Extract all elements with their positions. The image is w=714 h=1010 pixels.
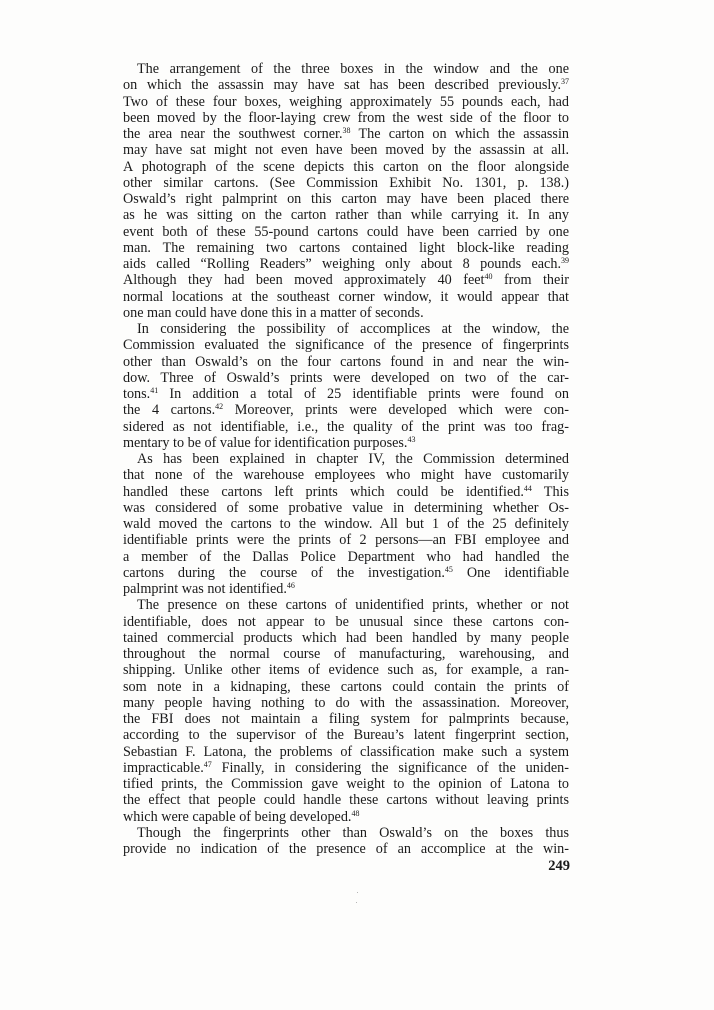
text-line (123, 321, 569, 337)
text-line (123, 272, 569, 288)
text-line (123, 532, 569, 548)
text-line (123, 581, 569, 597)
line-text: may have sat might not even have been moved by the assassin at all. (123, 142, 569, 159)
line-text-continued: This (531, 483, 569, 500)
text-line (123, 224, 569, 240)
line-text: Commission evaluated the significance of the presence of fingerprints (123, 337, 569, 354)
line-text: Although they had been moved approximately 40 feet (123, 272, 485, 289)
line-text: which were capable of being developed. (123, 808, 352, 825)
text-line (123, 646, 569, 662)
footnote-marker: 48 (351, 808, 360, 818)
text-line (123, 711, 569, 727)
line-text: Sebastian F. Latona, the problems of classification make such a system (123, 743, 569, 760)
line-text: tified prints, the Commission gave weight to the opinion of Latona to (123, 776, 569, 792)
line-text: according to the supervisor of the Bureau’s latent fingerprint section, (123, 727, 569, 744)
line-text: other similar cartons. (See Commission Exhibit No. 1301, p. 138.) (123, 174, 569, 191)
text-line (123, 825, 569, 841)
line-text: Two of these four boxes, weighing approximately 55 pounds each, had (123, 93, 569, 110)
text-line (123, 289, 569, 305)
text-line (123, 191, 569, 207)
text-line (123, 841, 569, 857)
line-text-continued: In addition a total of 25 identifiable prints were found on (158, 386, 569, 402)
line-text: tons. (123, 386, 151, 402)
text-line (123, 256, 569, 272)
line-text: As has been explained in chapter IV, the Commission determined (137, 451, 569, 467)
line-text: impracticable. (123, 759, 204, 776)
footnote-marker: 40 (484, 272, 493, 282)
text-line (123, 337, 569, 353)
footnote-marker: 43 (407, 434, 416, 444)
text-line (123, 662, 569, 678)
line-text: dow. Three of Oswald’s prints were developed on two of the car- (123, 369, 569, 386)
text-line (123, 695, 569, 711)
text-line (123, 305, 569, 321)
text-line (123, 500, 569, 516)
text-line (123, 240, 569, 256)
footnote-marker: 46 (286, 581, 295, 590)
line-text: other than Oswald’s on the four cartons found in and near the win- (123, 353, 569, 370)
text-line (123, 126, 569, 142)
text-line (123, 94, 569, 110)
line-text: shipping. Unlike other items of evidence such as, for example, a ran- (123, 662, 569, 679)
line-text: som note in a kidnaping, these cartons could contain the prints of (123, 678, 569, 695)
line-text-continued: from their (492, 272, 569, 289)
line-text: In considering the possibility of accomplices at the window, the (137, 321, 569, 337)
line-text: identifiable prints were the prints of 2 persons—an FBI employee and (123, 532, 569, 549)
line-text: throughout the normal course of manufacturing, warehousing, and (123, 646, 569, 662)
line-text: Oswald’s right palmprint on this carton may have been placed there (123, 191, 569, 207)
line-text: tained commercial products which had been handled by many people (123, 629, 569, 646)
text-line (123, 175, 569, 191)
text-line (123, 61, 569, 77)
text-line (123, 159, 569, 175)
text-line (123, 776, 569, 792)
footnote-marker: 45 (444, 564, 453, 574)
text-line (123, 370, 569, 386)
text-line (123, 630, 569, 646)
line-text: the 4 cartons. (123, 402, 216, 419)
line-text: a member of the Dallas Police Department who had handled the (123, 548, 569, 565)
line-text: on which the assassin may have sat has been described previously. (123, 77, 561, 94)
text-line (123, 142, 569, 158)
line-text: the effect that people could handle these cartons without leaving prints (123, 792, 569, 809)
text-line (123, 565, 569, 581)
line-text: provide no indication of the presence of an accomplice at the win- (123, 841, 569, 857)
footnote-marker: 37 (561, 77, 569, 87)
text-line (123, 419, 569, 435)
line-text: normal locations at the southeast corner window, it would appear that (123, 288, 569, 305)
line-text: aids called “Rolling Readers” weighing only about 8 pounds each. (123, 256, 561, 272)
line-text: palmprint was not identified. (123, 581, 287, 597)
line-text: event both of these 55-pound cartons could have been carried by one (123, 223, 569, 240)
text-line (123, 792, 569, 808)
line-text: the area near the southwest corner. (123, 126, 343, 142)
text-line (123, 207, 569, 223)
line-text: The presence on these cartons of unidentified prints, whether or not (137, 597, 569, 614)
line-text-continued: One identifiable (452, 564, 569, 581)
text-line (123, 679, 569, 695)
line-text: sidered as not identifiable, i.e., the quality of the print was too frag- (123, 418, 569, 435)
line-text: as he was sitting on the carton rather than while carrying it. In any (123, 207, 569, 224)
line-text: man. The remaining two cartons contained light block-like reading (123, 239, 569, 256)
footnote-marker: 38 (342, 126, 351, 135)
line-text: many people having nothing to do with the assassination. Moreover, (123, 694, 569, 711)
text-line (123, 402, 569, 418)
line-text: was considered of some probative value in determining whether Os- (123, 499, 569, 516)
line-text-continued: Finally, in considering the significance of the uniden- (211, 759, 569, 776)
text-line (123, 760, 569, 776)
text-line (123, 809, 569, 825)
line-text: one man could have done this in a matter of seconds. (123, 304, 424, 321)
footnote-marker: 39 (561, 256, 569, 265)
line-text: handled these cartons left prints which could be identified. (123, 483, 524, 500)
line-text: identifiable, does not appear to be unusual since these cartons con- (123, 613, 569, 630)
line-text: The arrangement of the three boxes in the window and the one (137, 61, 569, 77)
text-line (123, 110, 569, 126)
text-line (123, 77, 569, 93)
line-text: that none of the warehouse employees who might have customarily (123, 467, 569, 484)
scan-speck (356, 902, 357, 903)
text-line (123, 435, 569, 451)
line-text: Though the fingerprints other than Oswald’s on the boxes thus (137, 824, 569, 841)
line-text: been moved by the floor-laying crew from the west side of the floor to (123, 109, 569, 126)
line-text: the FBI does not maintain a filing system for palmprints because, (123, 711, 569, 727)
text-line (123, 727, 569, 743)
line-text: mentary to be of value for identification purposes. (123, 434, 408, 451)
line-text: cartons during the course of the investigation. (123, 564, 445, 581)
page-number: 249 (548, 858, 570, 874)
line-text: A photograph of the scene depicts this carton on the floor alongside (123, 158, 569, 175)
footnote-marker: 41 (150, 386, 159, 395)
text-line (123, 744, 569, 760)
footnote-marker: 44 (523, 483, 532, 493)
body-text (123, 61, 569, 857)
scan-speck (357, 892, 358, 893)
line-text-continued: Moreover, prints were developed which were con- (223, 402, 569, 419)
line-text: wald moved the cartons to the window. All but 1 of the 25 definitely (123, 516, 569, 532)
text-line (123, 386, 569, 402)
text-line (123, 451, 569, 467)
text-line (123, 549, 569, 565)
text-line (123, 516, 569, 532)
footnote-marker: 47 (203, 759, 212, 769)
text-line (123, 354, 569, 370)
text-line (123, 597, 569, 613)
text-line (123, 467, 569, 483)
text-line (123, 614, 569, 630)
text-line (123, 484, 569, 500)
footnote-marker: 42 (215, 402, 224, 412)
line-text-continued: The carton on which the assassin (350, 126, 569, 142)
